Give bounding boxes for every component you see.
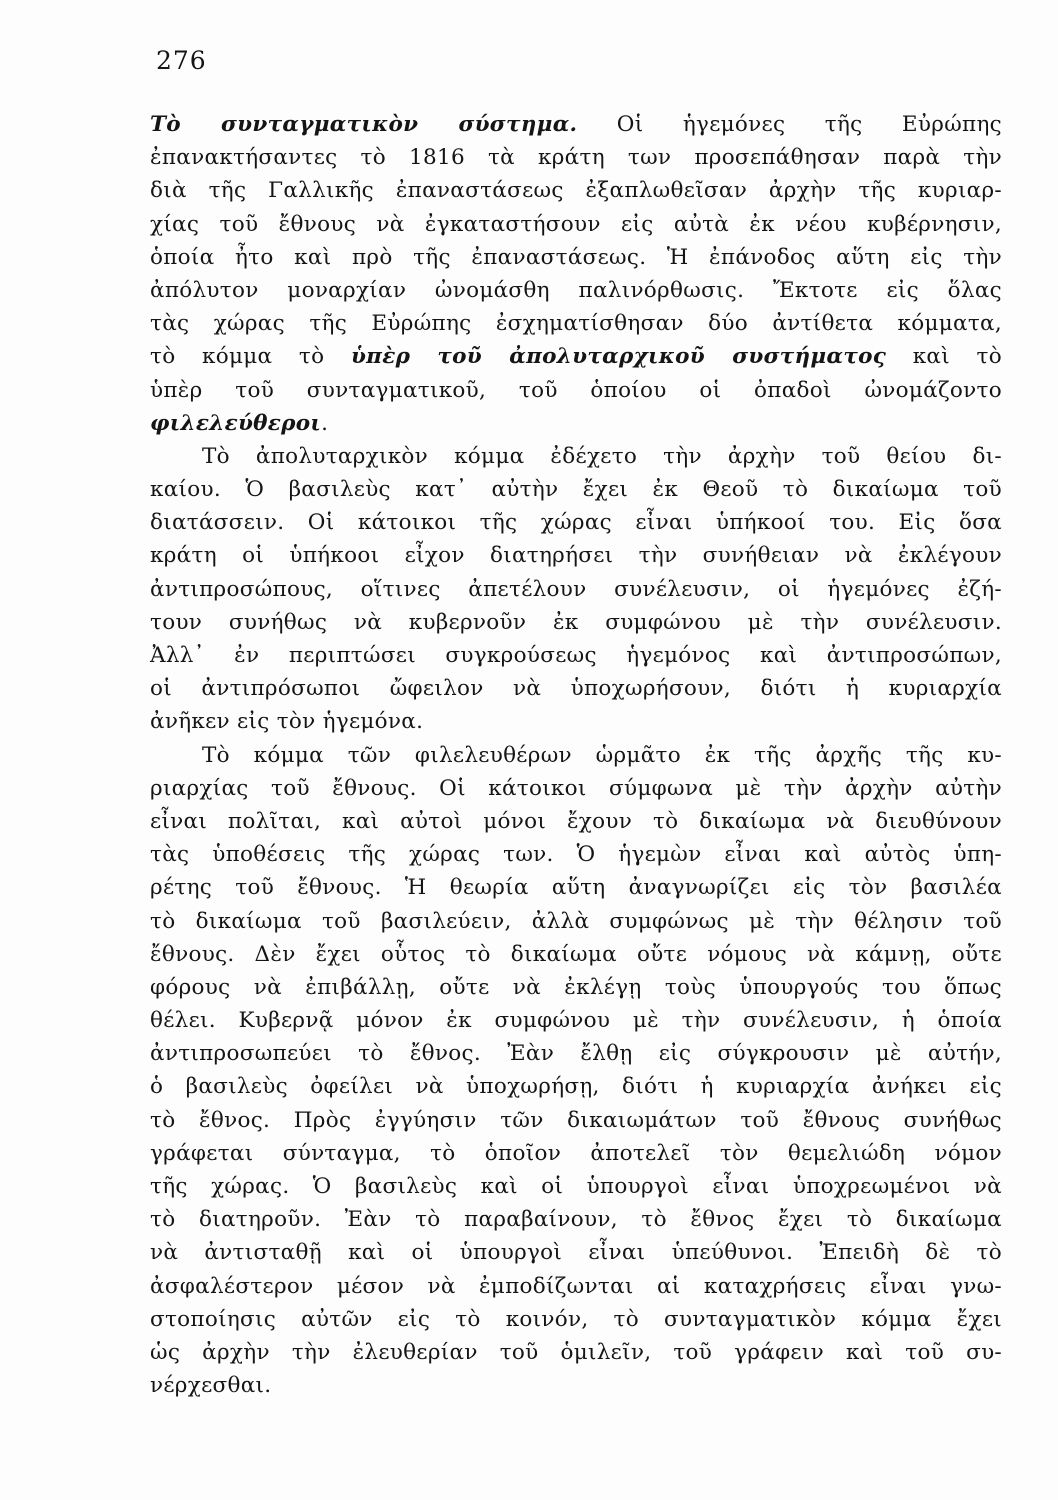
text-line: Τὸ κόμμα τῶν φιλελευθέρων ὡρμᾶτο ἐκ τῆς ἀρχῆς τῆς κυ-	[202, 742, 1002, 768]
text-line: χίας τοῦ ἔθνους νὰ ἐγκαταστήσουν εἰς αὐτὰ ἐκ νέου κυβέρνησιν,	[150, 211, 1002, 237]
text-line: τὸ δικαίωμα τοῦ βασιλεύειν, ἀλλὰ συμφώνως μὲ τὴν θέλησιν τοῦ	[150, 908, 1002, 934]
text-line: διὰ τῆς Γαλλικῆς ἐπαναστάσεως ἐξαπλωθεῖσαν ἀρχὴν τῆς κυριαρ-	[150, 178, 1002, 204]
text-line: τὸ ἔθνος. Πρὸς ἐγγύησιν τῶν δικαιωμάτων τοῦ ἔθνους συνήθως	[150, 1107, 1002, 1133]
text-line: φιλελεύθεροι.	[150, 410, 329, 436]
text-line: ριαρχίας τοῦ ἔθνους. Οἱ κάτοικοι σύμφωνα μὲ τὴν ἀρχὴν αὐτὴν	[150, 775, 1002, 801]
section-heading: Τὸ συνταγματικὸν σύστημα.	[150, 112, 578, 137]
text-line: ἐπανακτήσαντες τὸ 1816 τὰ κράτη των προσεπάθησαν παρὰ τὴν	[150, 145, 1002, 171]
text-line: ἀνῆκεν εἰς τὸν ἡγεμόνα.	[150, 709, 424, 735]
text-line: τουν συνήθως νὰ κυβερνοῦν ἐκ συμφώνου μὲ τὴν συνέλευσιν.	[150, 609, 1002, 635]
body-text	[150, 108, 1002, 1402]
text-line: κράτη οἱ ὑπήκοοι εἶχον διατηρήσει τὴν συνήθειαν νὰ ἐκλέγουν	[150, 543, 1002, 569]
text-line: τὰς ὑποθέσεις τῆς χώρας των. Ὁ ἡγεμὼν εἶναι καὶ αὐτὸς ὑπη-	[150, 842, 1002, 868]
text-line: Τὸ συνταγματικὸν σύστημα. Οἱ ἡγεμόνες τῆς Εὐρώπης	[150, 112, 1002, 137]
text-line: ὑπὲρ τοῦ συνταγματικοῦ, τοῦ ὁποίου οἱ ὀπαδοὶ ὠνομάζοντο	[150, 377, 1002, 403]
text-line: νὰ ἀντισταθῇ καὶ οἱ ὑπουργοὶ εἶναι ὑπεύθυνοι. Ἐπειδὴ δὲ τὸ	[150, 1240, 1002, 1266]
text-line: γράφεται σύνταγμα, τὸ ὁποῖον ἀποτελεῖ τὸν θεμελιώδη νόμον	[150, 1140, 1002, 1166]
text-line: θέλει. Κυβερνᾷ μόνον ἐκ συμφώνου μὲ τὴν συνέλευσιν, ἡ ὁποία	[150, 1008, 1002, 1034]
text-line: φόρους νὰ ἐπιβάλλῃ, οὔτε νὰ ἐκλέγῃ τοὺς ὑπουργούς του ὅπως	[150, 974, 1002, 1000]
text-line: οἱ ἀντιπρόσωποι ὤφειλον νὰ ὑποχωρήσουν, διότι ἡ κυριαρχία	[150, 676, 1002, 702]
text-line: διατάσσειν. Οἱ κάτοικοι τῆς χώρας εἶναι ὑπήκοοί του. Εἰς ὅσα	[150, 510, 1002, 536]
text-line: ἀσφαλέστερον μέσον νὰ ἐμποδίζωνται αἱ καταχρήσεις εἶναι γνω-	[150, 1273, 1002, 1299]
text-line: καίου. Ὁ βασιλεὺς κατ᾽ αὐτὴν ἔχει ἐκ Θεοῦ τὸ δικαίωμα τοῦ	[150, 477, 1002, 503]
text-line: ρέτης τοῦ ἔθνους. Ἡ θεωρία αὕτη ἀναγνωρίζει εἰς τὸν βασιλέα	[150, 875, 1002, 901]
text-line: τὸ διατηροῦν. Ἐὰν τὸ παραβαίνουν, τὸ ἔθνος ἔχει τὸ δικαίωμα	[150, 1207, 1002, 1233]
text-line: Ἀλλ᾽ ἐν περιπτώσει συγκρούσεως ἡγεμόνος καὶ ἀντιπροσώπων,	[150, 643, 1002, 668]
text-line: τῆς χώρας. Ὁ βασιλεὺς καὶ οἱ ὑπουργοὶ εἶναι ὑποχρεωμένοι νὰ	[150, 1174, 1002, 1199]
text-line: ἀπόλυτον μοναρχίαν ὠνομάσθη παλινόρθωσις. Ἔκτοτε εἰς ὅλας	[150, 277, 1002, 303]
text-line: ὁ βασιλεὺς ὀφείλει νὰ ὑποχωρήσῃ, διότι ἡ κυριαρχία ἀνήκει εἰς	[150, 1074, 1002, 1100]
text-line: Τὸ ἀπολυταρχικὸν κόμμα ἐδέχετο τὴν ἀρχὴν τοῦ θείου δι-	[202, 443, 1002, 469]
emphasis-term: φιλελεύθεροι	[150, 410, 322, 436]
text-line: ὡς ἀρχὴν τὴν ἐλευθερίαν τοῦ ὁμιλεῖν, τοῦ γράφειν καὶ τοῦ συ-	[150, 1339, 1002, 1365]
text-line: τὸ κόμμα τὸ ὑπὲρ τοῦ ἀπολυταρχικοῦ συστήματος καὶ τὸ	[150, 344, 1002, 370]
text-line: ὁποία ἦτο καὶ πρὸ τῆς ἐπαναστάσεως. Ἡ ἐπάνοδος αὕτη εἰς τὴν	[150, 244, 1002, 270]
page-number: 276	[156, 46, 207, 75]
text-line: ἀντιπροσώπους, οἵτινες ἀπετέλουν συνέλευσιν, οἱ ἡγεμόνες ἐζή-	[150, 576, 1002, 602]
emphasis-term: ὑπὲρ τοῦ ἀπολυταρχικοῦ συστήματος	[350, 344, 887, 370]
text-line: ἀντιπροσωπεύει τὸ ἔθνος. Ἐὰν ἔλθῃ εἰς σύγκρουσιν μὲ αὐτήν,	[150, 1041, 1002, 1067]
text-line: ἔθνους. Δὲν ἔχει οὗτος τὸ δικαίωμα οὔτε νόμους νὰ κάμνῃ, οὔτε	[150, 941, 1002, 967]
text-line: τὰς χώρας τῆς Εὐρώπης ἐσχηματίσθησαν δύο ἀντίθετα κόμματα,	[150, 311, 1002, 337]
text-line: εἶναι πολῖται, καὶ αὐτοὶ μόνοι ἔχουν τὸ δικαίωμα νὰ διευθύνουν	[150, 808, 1002, 834]
text-line: νέρχεσθαι.	[150, 1373, 272, 1399]
text-line: στοποίησις αὐτῶν εἰς τὸ κοινόν, τὸ συνταγματικὸν κόμμα ἔχει	[150, 1306, 1002, 1332]
